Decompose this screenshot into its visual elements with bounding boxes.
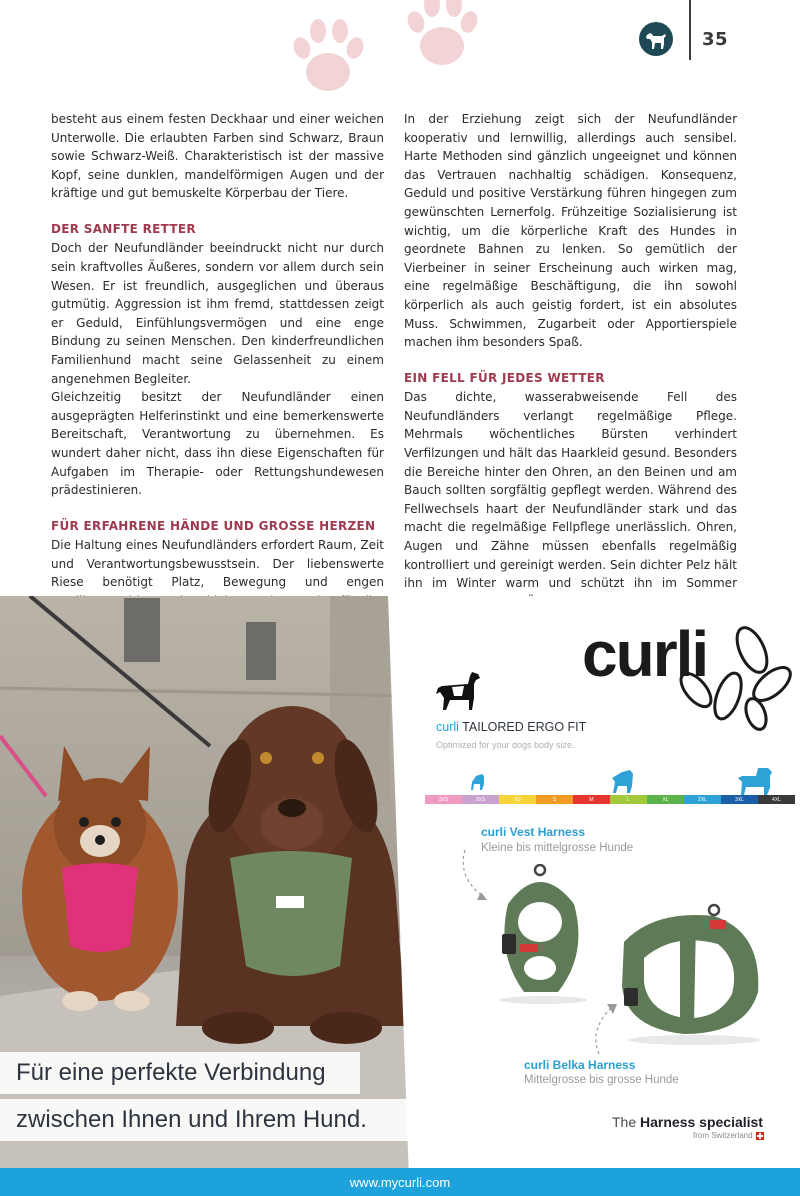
size-cell: XS	[499, 795, 536, 804]
belka-harness-subtitle: Mittelgrosse bis grosse Hunde	[524, 1074, 679, 1086]
article-paragraph: Die Haltung eines Neufundländers erfordert Raum, Zeit und Verantwortungsbewusstsein. Der liebenswerte Riese benötigt Platz, Bewegung und engen	[51, 538, 384, 590]
product-brand: curli	[436, 720, 459, 734]
size-dogs-illustration	[470, 766, 800, 796]
tagline-prefix: The	[612, 1114, 637, 1130]
belka-harness-title: curli Belka Harness	[524, 1058, 636, 1072]
size-cell: 4XL	[758, 795, 795, 804]
article-paragraph: Doch der Neufundländer beeindruckt nicht nur durch sein kraftvolles Äußeres, sondern vor allem durch sein Wesen. Er ist freundlich, ausgeglichen und überaus gutmütig. Aggression ist ihm fremd, stattdessen zeigt er Geduld, Einfühlungsvermögen und eine enge Bindung zu seinen Menschen. Den kinderfreundlichen Familienhund macht seine Gelassenheit zu einem angenehmen Begleiter.	[51, 241, 384, 386]
product-line-title	[436, 720, 586, 734]
article-column-left	[51, 110, 384, 629]
medium-dog-icon	[612, 770, 633, 793]
article-paragraph: Das dichte, wasserabweisende Fell des Neufundländers verlangt regelmäßige Pflege. Mehrmals wöchentliches Bürsten verhindert Verfilzungen und hält das Haarkleid gesund. Besonders die Bereiche hinter den Ohren, an den Beinen und am Bauch sollten sorgfältig gepflegt werden. Während des Fellwechsels haart der Neufundländer stark und das macht die regelmäßige Fellpflege unerlässlich. Ohren, Augen und Zähne müssen ebenfalls regelmäßig kontrolliert und gereinigt werden. Sein dichter Pelz hält ihn im Winter warm und schützt ihn im Sommer	[404, 390, 737, 591]
belka-harness-image	[614, 902, 766, 1046]
slogan-line-2: zwischen Ihnen und Ihrem Hund.	[0, 1099, 414, 1141]
slogan-line-1: Für eine perfekte Verbindung	[0, 1052, 360, 1094]
page-number: 35	[702, 29, 729, 50]
size-cell: 3XS	[425, 795, 462, 804]
paw-print-icon	[290, 14, 366, 98]
vest-harness-subtitle: Kleine bis mittelgrosse Hunde	[481, 842, 634, 854]
product-name: TAILORED ERGO FIT	[462, 720, 587, 734]
size-chart-bar	[425, 795, 795, 804]
article-column-right	[404, 110, 737, 649]
size-cell: 3XL	[721, 795, 758, 804]
article-paragraph: besteht aus einem festen Deckhaar und einer weichen Unterwolle. Die erlaubten Farben sind Schwarz, Braun sowie Schwarz-Weiß. Charakteristisch ist der massive Kopf, seine dunklen, mandelförmigen Augen und der kräftige und gut bemuskelte Körperbau der Tiere.	[51, 112, 384, 201]
size-cell: 2XS	[462, 795, 499, 804]
paw-print-icon	[404, 0, 480, 70]
size-cell: M	[573, 795, 610, 804]
logo-text: curli	[582, 618, 708, 690]
origin-text: from Switzerland	[693, 1131, 753, 1140]
size-cell: S	[536, 795, 573, 804]
large-dog-icon	[738, 768, 772, 795]
origin-label	[693, 1131, 764, 1140]
dog-silhouette-icon	[434, 668, 482, 712]
size-cell: L	[610, 795, 647, 804]
size-cell: XL	[647, 795, 684, 804]
vest-harness-image	[488, 864, 598, 1004]
swiss-flag-icon	[756, 1132, 764, 1140]
curli-advertisement	[0, 596, 800, 1196]
article-paragraph: Gleichzeitig besitzt der Neufundländer einen ausgeprägten Helferinstinkt und eine bemerkenswerte Bereitschaft, Verantwortung zu übernehmen. Es wundert daher nicht, dass ihn diese Eigenschaften für Aufgaben im Therapie- oder Rettungshundewesen prädestinieren.	[51, 390, 384, 498]
tagline	[612, 1114, 763, 1130]
website-link[interactable]: www.mycurli.com	[349, 1174, 451, 1190]
header-divider	[689, 0, 691, 60]
section-heading: FÜR ERFAHRENE HÄNDE UND GROSSE HERZEN	[51, 519, 376, 534]
article-paragraph: In der Erziehung zeigt sich der Neufundländer kooperativ und lernwillig, allerdings auch sensibel. Harte Methoden sind gänzlich ungeeignet und können das Vertrauen nachhaltig schädigen. Konsequenz, Geduld und positive Verstärkung führen hingegen zum gewünschten Lernerfolg. Frühzeitige Sozialisierung ist wichtig, um die körperliche Kraft des Hundes in geordnete Bahnen zu lenken. So gemütlich der Vierbeiner in seiner Erscheinung auch wirken mag, eine regelmäßige Beschäftigung, die ihn sowohl körperlich als auch geistig fordert, ist ein absolutes Muss. Schwimmen, Zugarbeit oder Apportierspiele machen ihm besonders Spaß.	[404, 112, 737, 350]
section-heading: EIN FELL FÜR JEDES WETTER	[404, 371, 605, 386]
section-heading: DER SANFTE RETTER	[51, 222, 196, 237]
dog-icon	[639, 22, 673, 56]
vest-harness-title: curli Vest Harness	[481, 825, 586, 839]
ad-footer-bar	[0, 1168, 800, 1196]
size-cell: 2XL	[684, 795, 721, 804]
small-dog-icon	[471, 774, 484, 790]
product-subtitle: Optimized for your dogs body size.	[436, 740, 575, 750]
curli-logo	[582, 614, 792, 732]
tagline-bold: Harness specialist	[640, 1114, 763, 1130]
